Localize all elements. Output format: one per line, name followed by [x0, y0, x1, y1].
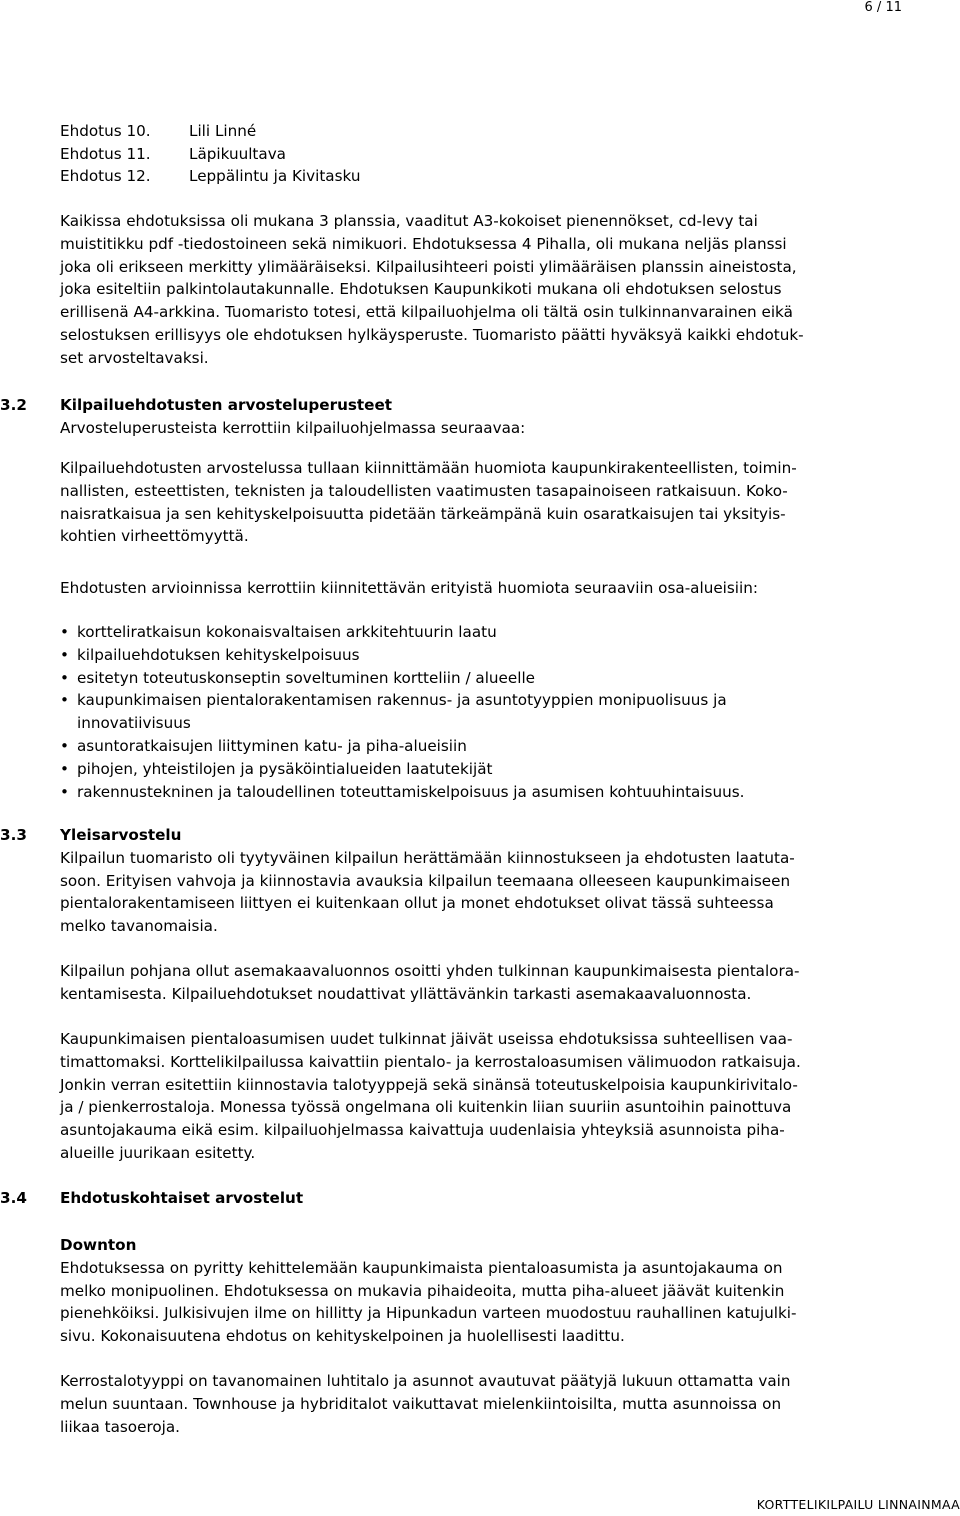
section-title: Kilpailuehdotusten arvosteluperusteet [60, 396, 393, 414]
text-line: Ehdotuksessa on pyritty kehittelemään kaupunkimaista pientaloasumista ja asuntojakauma on [60, 1258, 783, 1277]
general-paragraph-2 [60, 960, 910, 1006]
text-line: joka oli erikseen merkitty ylimääräiseksi. Kilpailusihteeri poisti ylimääräisen planssin aineistosta, [60, 257, 797, 276]
text-line: nallisten, esteettisten, teknisten ja taloudellisten vaatimusten tasapainoiseen ratkaisuun. Koko- [60, 481, 788, 500]
text-line: pienehköiksi. Julkisivujen ilme on hillitty ja Hipunkadun varteen muodostuu rauhallinen katujulki- [60, 1304, 797, 1323]
text-line: set arvosteltavaksi. [60, 348, 209, 367]
section-title: Ehdotuskohtaiset arvostelut [60, 1189, 304, 1207]
focus-paragraph [60, 577, 910, 600]
text-line: Kilpailuehdotusten arvostelussa tullaan kiinnittämään huomiota kaupunkirakenteellisten, toimin- [60, 459, 797, 477]
list-item: • kaupunkimaisen pientalorakentamisen rakennus- ja asuntotyyppien monipuolisuus ja [60, 689, 744, 712]
text-line: melko tavanomaisia. [60, 917, 218, 936]
section-number: 3.4 [0, 1189, 27, 1207]
text-line: joka esiteltiin palkintolautakunnalle. Ehdotuksen Kaupunkikoti mukana oli ehdotuksen selostus [60, 280, 782, 299]
text-line: Kilpailun tuomaristo oli tyytyväinen kilpailun herättämään kiinnostukseen ja ehdotusten laatuta- [60, 848, 795, 867]
text-line: Kerrostalotyyppi on tavanomainen luhtitalo ja asunnot avautuvat päätyjä lukuun ottamatta vain [60, 1372, 791, 1390]
footer-text: KORTTELIKILPAILU LINNAINMAA [756, 1497, 960, 1512]
section-title: Yleisarvostelu [60, 826, 182, 844]
section-number: 3.3 [0, 826, 27, 844]
section-3-4 [60, 1187, 910, 1210]
text-line: alueille juurikaan esitetty. [60, 1143, 256, 1162]
criteria-list [60, 621, 744, 803]
text-line: melun suuntaan. Townhouse ja hybriditalot vaikuttavat mielenkiintoisilta, mutta asunnoissa on [60, 1394, 782, 1413]
list-item: • asuntoratkaisujen liittyminen katu- ja piha-alueisiin [60, 735, 744, 758]
section-3-2 [60, 394, 910, 440]
text-line: ja / pienkerrostaloja. Monessa työssä ongelmana oli kuitenkin liian suuriin asuntoihin painottuva [60, 1098, 792, 1117]
list-item: • kortteliratkaisun kokonaisvaltaisen arkkitehtuurin laatu [60, 621, 744, 644]
list-item: • pihojen, yhteistilojen ja pysäköintialueiden laatutekijät [60, 758, 744, 781]
text-line: kentamisesta. Kilpailuehdotukset noudattivat yllättävänkin tarkasti asemakaavaluonnosta. [60, 984, 752, 1003]
list-item: • kilpailuehdotuksen kehityskelpoisuus [60, 644, 744, 667]
downton-paragraph-2 [60, 1370, 910, 1438]
list-item: • rakennustekninen ja taloudellinen toteuttamiskelpoisuus ja asumisen kohtuuhintaisuus. [60, 781, 744, 804]
text-line: Kaikissa ehdotuksissa oli mukana 3 planssia, vaaditut A3-kokoiset pienennökset, cd-levy tai [60, 212, 758, 230]
proposal-name: Leppälintu ja Kivitasku [189, 167, 361, 185]
list-item: • esitetyn toteutuskonseptin soveltuminen kortteliin / alueelle [60, 667, 744, 690]
list-item-continuation: innovatiivisuus [77, 714, 191, 733]
section-3-3 [60, 824, 910, 938]
proposal-name: Läpikuultava [189, 145, 286, 163]
text-line: Jonkin verran esitettiin kiinnostavia talotyyppejä sekä sinänsä toteutuskelpoisia kaupunkirivitalo- [60, 1075, 798, 1094]
criteria-paragraph [60, 457, 910, 548]
entry-title: Downton [60, 1236, 137, 1254]
proposal-number: Ehdotus 11. [60, 145, 151, 163]
text-line: asuntojakauma eikä esim. kilpailuohjelmassa kaivattuja uudenlaisia yhteyksiä asunnoista piha- [60, 1121, 785, 1140]
text-line: Kaupunkimaisen pientaloasumisen uudet tulkinnat jäivät useissa ehdotuksissa suhteellisen vaa- [60, 1030, 793, 1048]
text-line: liikaa tasoeroja. [60, 1417, 180, 1436]
proposal-number: Ehdotus 12. [60, 167, 151, 185]
text-line: pientalorakentamiseen liittyen ei kuitenkaan ollut ja monet ehdotukset olivat tässä suhteessa [60, 894, 774, 913]
text-line: selostuksen erillisyys ole ehdotuksen hylkäysperuste. Tuomaristo päätti hyväksyä kaikki ehdotuk- [60, 325, 804, 344]
text-line: muistitikku pdf -tiedostoineen sekä nimikuori. Ehdotuksessa 4 Pihalla, oli mukana neljäs planssi [60, 234, 787, 253]
general-paragraph-3 [60, 1028, 910, 1165]
page-number: 6 / 11 [864, 0, 902, 15]
text-line: melko monipuolinen. Ehdotuksessa on mukavia pihaideoita, mutta piha-alueet jäävät kuitenkin [60, 1281, 785, 1300]
text-line: Ehdotusten arvioinnissa kerrottiin kiinnitettävän erityistä huomiota seuraaviin osa-alueisiin: [60, 579, 758, 597]
section-number: 3.2 [0, 396, 27, 414]
section-lead: Arvosteluperusteista kerrottiin kilpailuohjelmassa seuraavaa: [60, 418, 526, 437]
intro-paragraph [60, 210, 910, 370]
proposal-number: Ehdotus 10. [60, 122, 151, 140]
text-line: sivu. Kokonaisuutena ehdotus on kehityskelpoinen ja huolellisesti laadittu. [60, 1327, 625, 1346]
text-line: Kilpailun pohjana ollut asemakaavaluonnos osoitti yhden tulkinnan kaupunkimaisesta pientalora- [60, 962, 800, 980]
text-line: kohtien virheettömyyttä. [60, 527, 249, 546]
text-line: soon. Erityisen vahvoja ja kiinnostavia avauksia kilpailun teemaana olleeseen kaupunkimaiseen [60, 871, 791, 890]
text-line: timattomaksi. Korttelikilpailussa kaivattiin pientalo- ja kerrostaloasumisen välimuodon ratkaisuja. [60, 1052, 801, 1071]
entry-downton [60, 1234, 910, 1348]
proposal-name: Lili Linné [189, 122, 257, 140]
text-line: erillisenä A4-arkkina. Tuomaristo totesi, että kilpailuohjelma oli tältä osin tulkinnanvarainen eikä [60, 303, 793, 322]
text-line: naisratkaisua ja sen kehityskelpoisuutta pidetään tärkeämpänä kuin osaratkaisujen tai yksityis- [60, 504, 786, 523]
